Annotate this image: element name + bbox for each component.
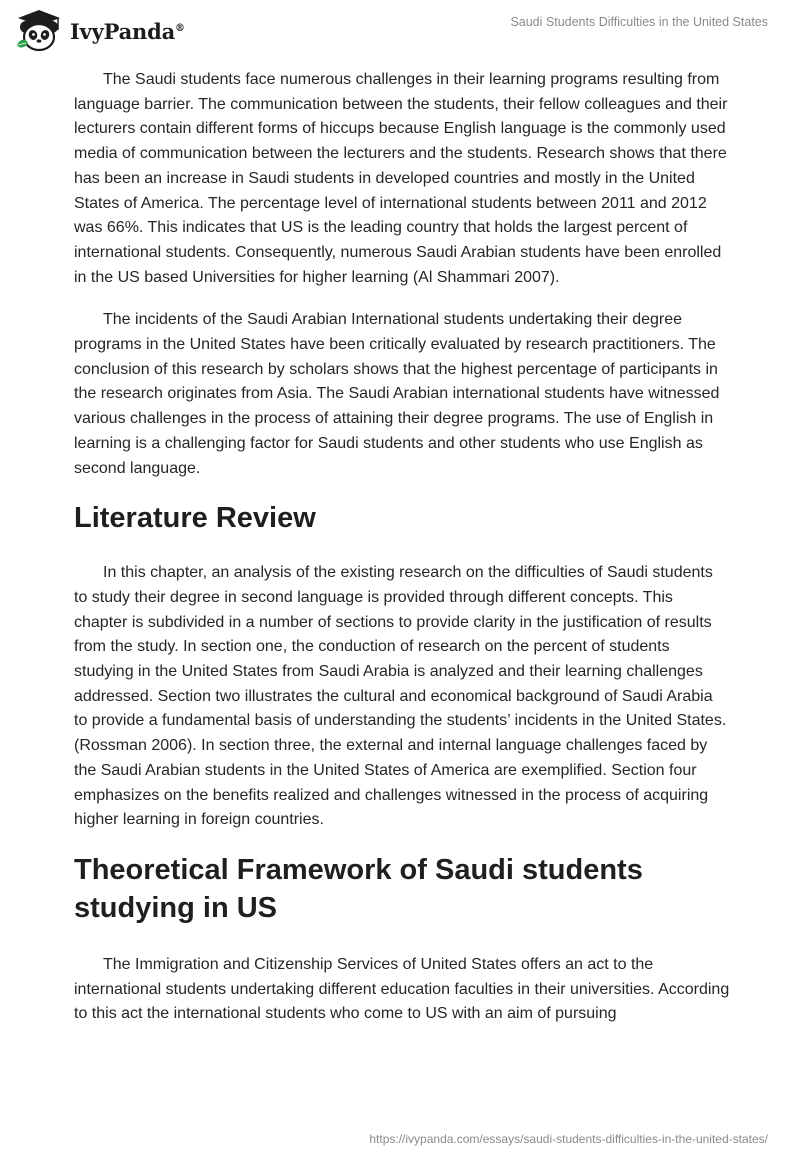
logo-text: IvyPanda [70,18,176,44]
article-body [74,68,730,1045]
document-title: Saudi Students Difficulties in the United States [510,15,768,29]
literature-paragraph: In this chapter, an analysis of the existing research on the difficulties of Saudi students to study their degree in second language is provided through different concepts. This chapter is subdivided in a number of sections to provide clarity in the justification of results from the study. In section one, the conduction of research on the percent of students studying in the United States from Saudi Arabia is analyzed and their learning challenges addressed. Section two illustrates the cultural and economical background of Saudi Arabia to provide a fundamental basis of understanding the students’ incidents in the United States. (Rossman 2006). In section three, the external and internal language challenges faced by the Saudi Arabian students in the United States of America are exemplified. Section four emphasizes on the benefits realized and challenges witnessed in the process of acquiring higher learning in foreign countries. [74,564,727,829]
source-url[interactable]: https://ivypanda.com/essays/saudi-students-difficulties-in-the-united-states/ [369,1132,768,1146]
logo-registered-mark: ® [175,22,185,34]
ivypanda-logo[interactable] [14,8,185,54]
page-header [0,0,800,60]
logo-wordmark [70,19,185,44]
intro-paragraph-1: The Saudi students face numerous challenges in their learning programs resulting from language barrier. The communication between the students, their fellow colleagues and their lecturers contain different forms of hiccups because English language is the commonly used media of communication between the lecturers and the students. Research shows that there has been an increase in Saudi students in developed countries and mostly in the United States of America. The percentage level of international students between 2011 and 2012 was 66%. This indicates that US is the leading country that holds the largest percent of international students. Consequently, numerous Saudi Arabian students have been enrolled in the US based Universities for higher learning (Al Shammari 2007). [74,71,728,286]
section-heading-literature-review: Literature Review [74,502,316,535]
section-heading-theoretical-framework: Theoretical Framework of Saudi students studying in US [74,853,643,924]
panda-graduate-icon [14,8,64,54]
theory-paragraph: The Immigration and Citizenship Services of United States offers an act to the international students undertaking different education faculties in their universities. According to this act the international students who come to US with an aim of pursuing [74,955,730,1023]
intro-paragraph-2: The incidents of the Saudi Arabian International students undertaking their degree programs in the United States have been critically evaluated by research practitioners. The conclusion of this research by scholars shows that the highest percentage of participants in the research originates from Asia. The Saudi Arabian international students have witnessed various challenges in the process of attaining their degree programs. The use of English in learning is a challenging factor for Saudi students and other students who use English as second language. [74,311,720,477]
